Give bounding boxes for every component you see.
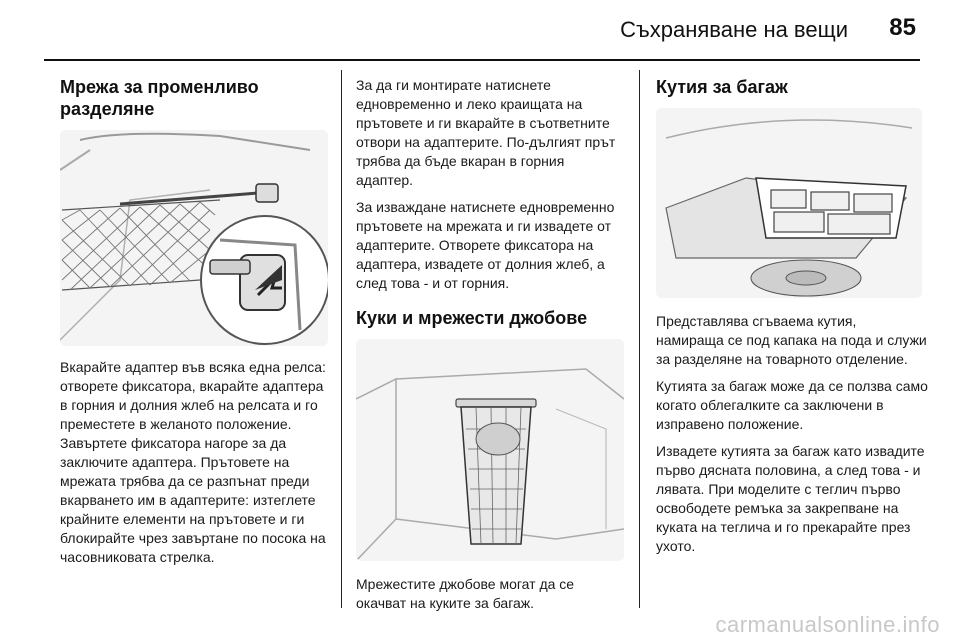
column-3 [656,76,928,564]
section-heading-hooks: Куки и мрежести джобове [356,308,588,328]
hooks-caption: Мрежестите джобове могат да се окачват на куките за багаж. [356,576,575,611]
column-1 [60,76,328,575]
mount-instructions: За да ги монтирате натиснете едновременно и леко краищата на прътовете и ги вкарайте в съответните отвори на адаптерите. По-дългият прът трябва да бъде вкаран в горния адаптер. [356,77,616,188]
box-description: Представлява сгъваема кутия, намираща се под капака на пода и служи за разделяне на товарното отделение. [656,313,927,367]
column-divider-1 [341,70,342,608]
column-divider-2 [639,70,640,608]
hooks-pocket-illustration [356,339,624,561]
watermark: carmanualsonline.info [715,612,940,637]
section-heading-net-line1: Мрежа за променливо [60,77,259,97]
column-2 [356,76,624,621]
luggage-box-illustration [656,108,922,298]
section-heading-box: Кутия за багаж [656,77,788,97]
box-usage-note: Кутията за багаж може да се ползва само когато облегалките са заключени в изправено положение. [656,378,928,432]
removal-instructions: За изваждане натиснете едновременно прътовете на мрежата и ги извадете от адаптерите. Отворете фиксатора на адаптера, извадете от долния жлеб, а след това - и от горния. [356,199,615,291]
page-title: Съхраняване на вещи [620,17,848,42]
section-heading-net [60,76,328,120]
net-instructions: Вкарайте адаптер във всяка една релса: отворете фиксатора, вкарайте адаптера в горния и долния жлеб на релсата и го преместете в желаното положение. Завъртете фиксатора нагоре за да заключите адаптера. Прътовете на мрежата трябва да се разпънат преди вкарването им в адаптерите: изтеглете крайните елементи на прътовете и ги блокирайте чрез завъртане по посока на часовниковата стрелка. [60,359,326,565]
net-adapter-illustration [60,130,328,346]
header-divider [44,59,920,61]
page-number: 85 [889,14,916,41]
section-heading-net-line2: разделяне [60,99,155,119]
box-removal-instructions: Извадете кутията за багаж като извадите първо дясната половина, а след това - и лявата. При моделите с теглич първо освободете ремъка за закрепване на куката на теглича и го прекарайте през ухото. [656,443,925,554]
page-header [0,0,960,60]
